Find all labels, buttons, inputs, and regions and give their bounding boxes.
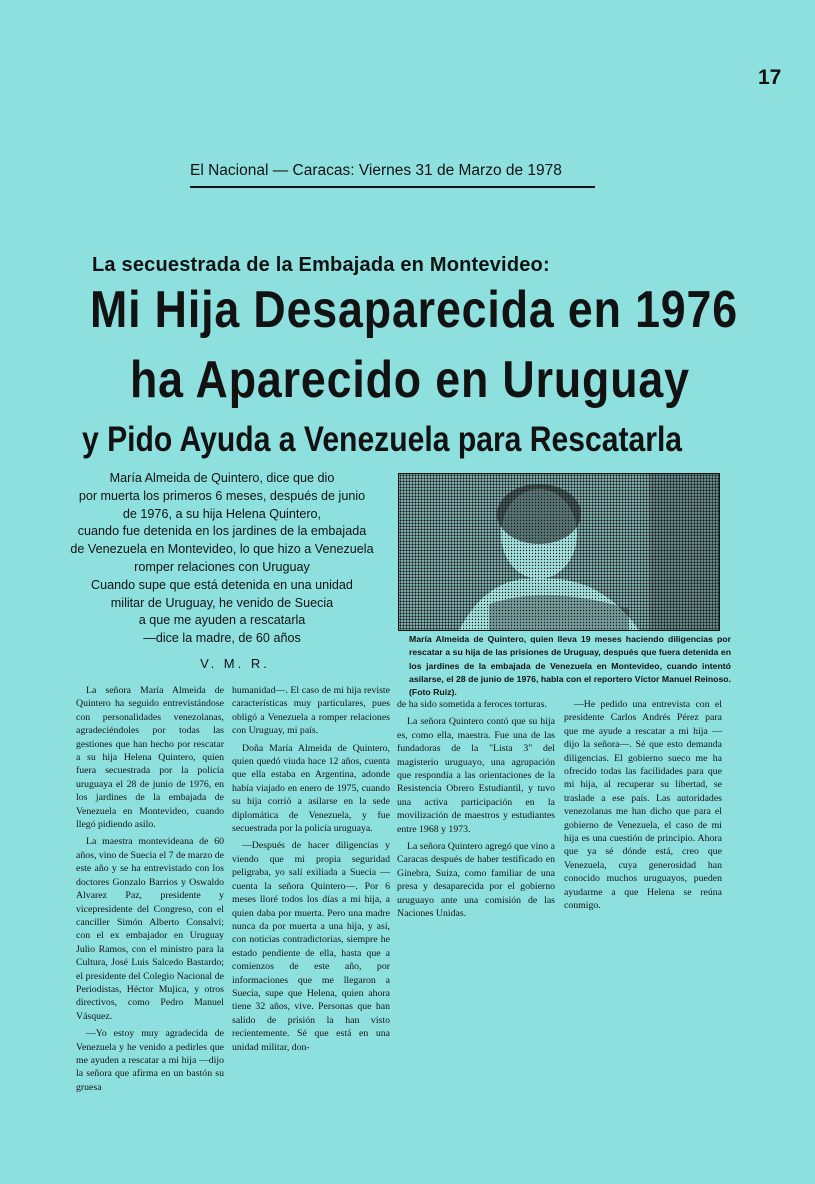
paragraph: Doña María Almeida de Quintero, quien quedó viuda hace 12 años, cuenta que ella estaba en Argentina, adonde había viajado en enero de 1975, cuando su hija corrió a asilarse en la sede diplomática de Venezuela, y fue secuestrada por la policía uruguaya.	[232, 742, 390, 835]
paragraph: —Yo estoy muy agradecida de Venezuela y he venido a pedirles que me ayuden a rescatar a mi hija —dijo la señora que afirma en un bastón su gruesa	[76, 1028, 224, 1093]
deck-line: María Almeida de Quintero, dice que dio	[109, 471, 335, 485]
deck-line: romper relaciones con Uruguay	[134, 559, 310, 574]
paragraph: —He pedido una entrevista con el presidente Carlos Andrés Pérez para que me ayude a rescatar a mi hija —dijo la señora—. Sé que esto demanda diligencias. El gobierno sueco me ha ofrecido todas las facilidades para que mi hija, al recuperar su libertad, se traslade a ese país. Las autoridades venezolanas me han dicho que para el gobierno de Venezuela, el caso de mi hija es una cuestión de principio. Ahora que ya sé dónde está, creo que Venezuela, cuya generosidad han conocido muchos uruguayos, pueden ayudarme a que Helena se reúna conmigo.	[564, 699, 722, 912]
deck-line: a que me ayuden a rescatarla	[138, 613, 306, 628]
paragraph: —Después de hacer diligencias y viendo que mi propia seguridad peligraba, yo salí exiliada a Suecia —cuenta la señora Quintero—. Por 6 meses lloré todos los días a mi hija, a quien daba por muerta. Pero una madre nunca da por muerta a una hija, y así, con noticias contradictorias, siempre he estado pendiente de ella, hasta que a comienzos de este año, por informaciones que me llegaron a Suecia, supe que Helena, quien ahora tiene 32 años, vive. Personas que han salido de prisión la han visto recientemente. Sé que está en una unidad militar, don-	[232, 840, 390, 1053]
paragraph: La señora Quintero contó que su hija es, como ella, maestra. Fue una de las fundadoras de la "Lista 3" del magisterio uruguayo, una agrupación que respondía a las orientaciones de la Resistencia Obrero Estudiantil, y tuvo una activa participación en la movilización de maestros y estudiantes entre 1968 y 1973.	[397, 716, 555, 835]
deck-line: militar de Uruguay, he venido de Suecia	[110, 595, 334, 610]
paragraph: La maestra montevideana de 60 años, vino de Suecia el 7 de marzo de este año y se ha entrevistado con los doctores Gonzalo Barrios y Oswaldo Alvarez Paz, presidente y vicepresidente del Congreso, con el canciller Simón Alberto Consalvi; con el ex embajador en Uruguay Julio Ramos, con el ministro para la Cultura, José Luis Salcedo Bastardo; el presidente del Colegio Nacional de Periodistas, Héctor Mujica, y otros directivos, como Pedro Manuel Vásquez.	[76, 836, 224, 1022]
headline-line-2: ha Aparecido en Uruguay	[130, 351, 690, 409]
halftone-portrait-photo	[398, 473, 720, 631]
headline-kicker: La secuestrada de la Embajada en Montevideo:	[92, 254, 550, 276]
page-number: 17	[758, 66, 782, 89]
article-deck	[62, 470, 382, 648]
byline: V. M. R.	[200, 656, 270, 671]
deck-line: Cuando supe que está detenida en una unidad	[91, 577, 353, 592]
deck-line: por muerta los primeros 6 meses, después de junio	[78, 488, 366, 503]
deck-line: de 1976, a su hija Helena Quintero,	[122, 506, 322, 521]
paragraph: humanidad—. El caso de mi hija reviste características muy particulares, pues obligó a Venezuela a romper relaciones con Uruguay, mi país.	[232, 685, 390, 737]
dateline-rule	[190, 186, 595, 188]
paragraph: La señora María Almeida de Quintero ha seguido entrevistándose con personalidades venezolanas, agradeciéndoles por todas las gestiones que han hecho por rescatar a su hija Helena Quintero, quien fuera secuestrada por la policía uruguaya el 28 de junio de 1976, en los jardines de la embajada de Venezuela en Montevideo, cuando llegó pidiendo asilo.	[76, 685, 224, 831]
deck-line: cuando fue detenida en los jardines de la embajada	[77, 524, 367, 539]
article-column-4	[564, 698, 722, 917]
paragraph: La señora Quintero agregó que vino a Caracas después de haber testificado en Ginebra, Suiza, como familiar de una presa y desaparecida por el gobierno uruguayo ante una comisión de las Naciones Unidas.	[397, 841, 555, 920]
photo-image	[399, 474, 719, 630]
deck-line: —dice la madre, de 60 años	[143, 631, 301, 646]
article-column-1	[76, 684, 224, 1098]
paragraph: de ha sido sometida a feroces torturas.	[397, 699, 547, 710]
deck-line: de Venezuela en Montevideo, lo que hizo a Venezuela	[70, 542, 374, 557]
photo-caption: María Almeida de Quintero, quien lleva 19 meses haciendo diligencias por rescatar a su hija de las prisiones de Uruguay, después que fuera detenida en los jardines de la embajada de Venezuela en Montevideo, cuando intentó asilarse, el 28 de junio de 1976, habla con el reportero Víctor Manuel Reinoso. (Foto Ruiz).	[409, 634, 731, 698]
article-column-3	[397, 698, 555, 925]
headline-line-1: Mi Hija Desaparecida en 1976	[90, 281, 739, 339]
newspaper-dateline: El Nacional — Caracas: Viernes 31 de Marzo de 1978	[190, 162, 562, 179]
article-column-2	[232, 684, 390, 1058]
headline-line-3: y Pido Ayuda a Venezuela para Rescatarla	[82, 420, 683, 459]
